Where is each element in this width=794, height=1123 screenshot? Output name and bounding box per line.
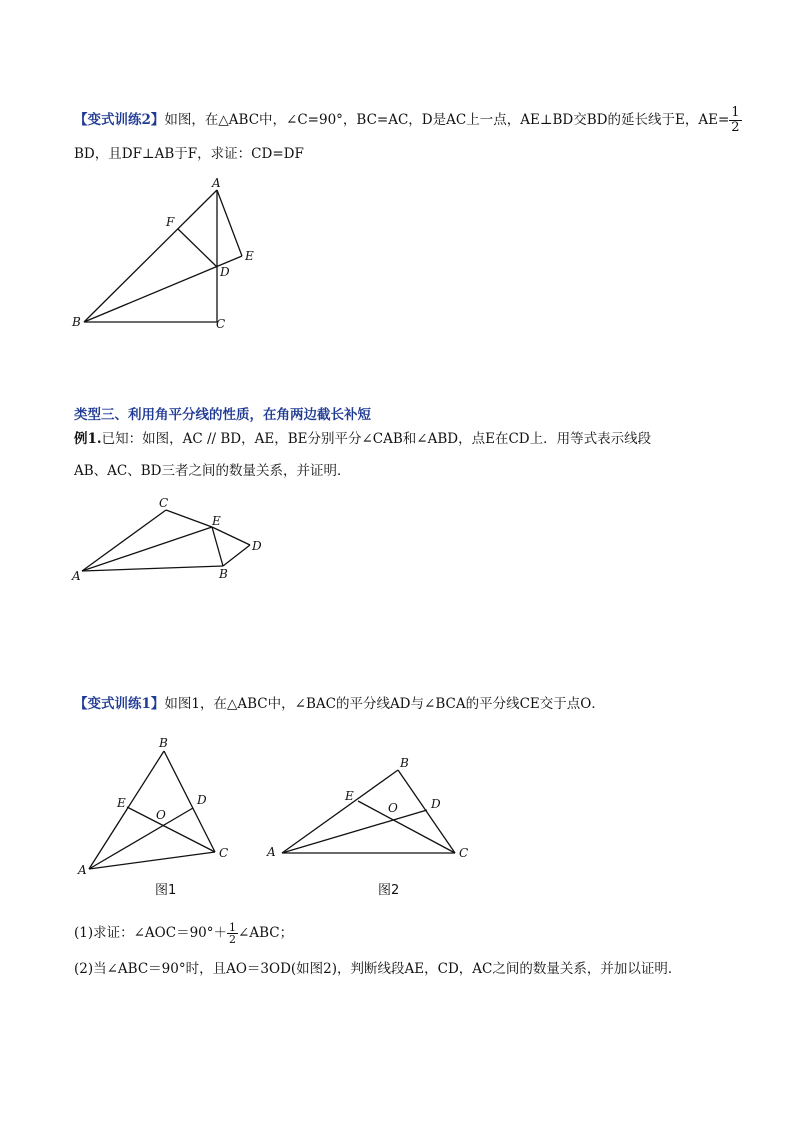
label-c: C [216, 317, 226, 331]
seg-ad-4 [282, 810, 427, 853]
label-b-4: B [400, 756, 409, 770]
question1-prefix: (1)求证：∠AOC＝90°＋ [74, 925, 228, 941]
section-heading: 类型三、利用角平分线的性质，在角两边截长补短 [74, 407, 371, 423]
label-c-4: C [459, 846, 469, 860]
label-e: E [245, 249, 254, 263]
question1 [74, 922, 293, 945]
problem-label: 【变式训练2】 [74, 112, 165, 128]
label-c-2: C [159, 496, 169, 510]
seg-bc-3 [164, 751, 215, 852]
caption-figure2: 图2 [378, 883, 400, 898]
label-a: A [212, 176, 221, 190]
label-d: D [220, 265, 230, 279]
label-o-4: O [388, 801, 398, 815]
seg-bc-4 [398, 770, 455, 853]
label-e-4: E [345, 789, 354, 803]
seg-ce [166, 510, 212, 527]
example1-line2: AB、AC、BD三者之间的数量关系，并证明． [74, 463, 351, 479]
seg-ad-3 [89, 808, 193, 869]
fraction-denominator: 2 [731, 120, 740, 135]
label-c-3: C [219, 846, 229, 860]
fraction-half [227, 922, 238, 945]
label-d-4: D [431, 797, 441, 811]
example-label: 例1. [74, 431, 102, 447]
seg-ae-2 [82, 527, 212, 571]
label-b-2: B [219, 567, 228, 581]
fraction-numerator: 1 [731, 105, 740, 120]
question1-suffix: ∠ABC； [238, 925, 294, 941]
problem-label: 【变式训练1】 [74, 696, 165, 712]
seg-ed [212, 527, 250, 545]
seg-eb [212, 527, 223, 566]
label-b: B [72, 315, 81, 329]
label-d-2: D [252, 539, 262, 553]
label-b-3: B [159, 736, 168, 750]
problem-text: 如图1，在△ABC中，∠BAC的平分线AD与∠BCA的平分线CE交于点O． [164, 696, 605, 712]
fraction-denominator: 2 [229, 933, 237, 946]
seg-ae [217, 190, 242, 256]
caption-figure1: 图1 [155, 883, 177, 898]
seg-df [178, 229, 217, 267]
question2: (2)当∠ABC＝90°时，且AO＝3OD(如图2)，判断线段AE，CD，AC之间的数量关系，并加以证明． [74, 961, 682, 977]
label-f: F [166, 215, 175, 229]
seg-ab-4 [282, 770, 398, 853]
label-o-3: O [156, 808, 166, 822]
problem-variant1 [74, 695, 605, 713]
label-d-3: D [197, 793, 207, 807]
label-a-2: A [72, 569, 81, 583]
seg-ac-2 [82, 510, 166, 571]
example1-line1 [74, 430, 651, 448]
label-e-3: E [117, 796, 126, 810]
label-a-4: A [267, 845, 276, 859]
seg-ac-3 [89, 852, 215, 869]
problem-text: 如图，在△ABC中，∠C=90°，BC=AC，D是AC上一点，AE⊥BD交BD的延长线于E，AE= [164, 112, 730, 128]
label-e-2: E [212, 514, 221, 528]
label-a-3: A [78, 863, 87, 877]
seg-ab-3 [89, 751, 164, 869]
seg-db [223, 545, 250, 566]
example-text: 已知：如图，AC // BD，AE，BE分别平分∠CAB和∠ABD，点E在CD上．用等式表示线段 [101, 431, 652, 447]
seg-ce-3 [127, 807, 215, 852]
fraction-numerator: 1 [229, 921, 237, 934]
seg-be [84, 256, 242, 322]
seg-ab [84, 190, 217, 322]
problem-variant2-line2: BD，且DF⊥AB于F，求证：CD=DF [74, 146, 304, 162]
seg-ab-2 [82, 566, 223, 571]
